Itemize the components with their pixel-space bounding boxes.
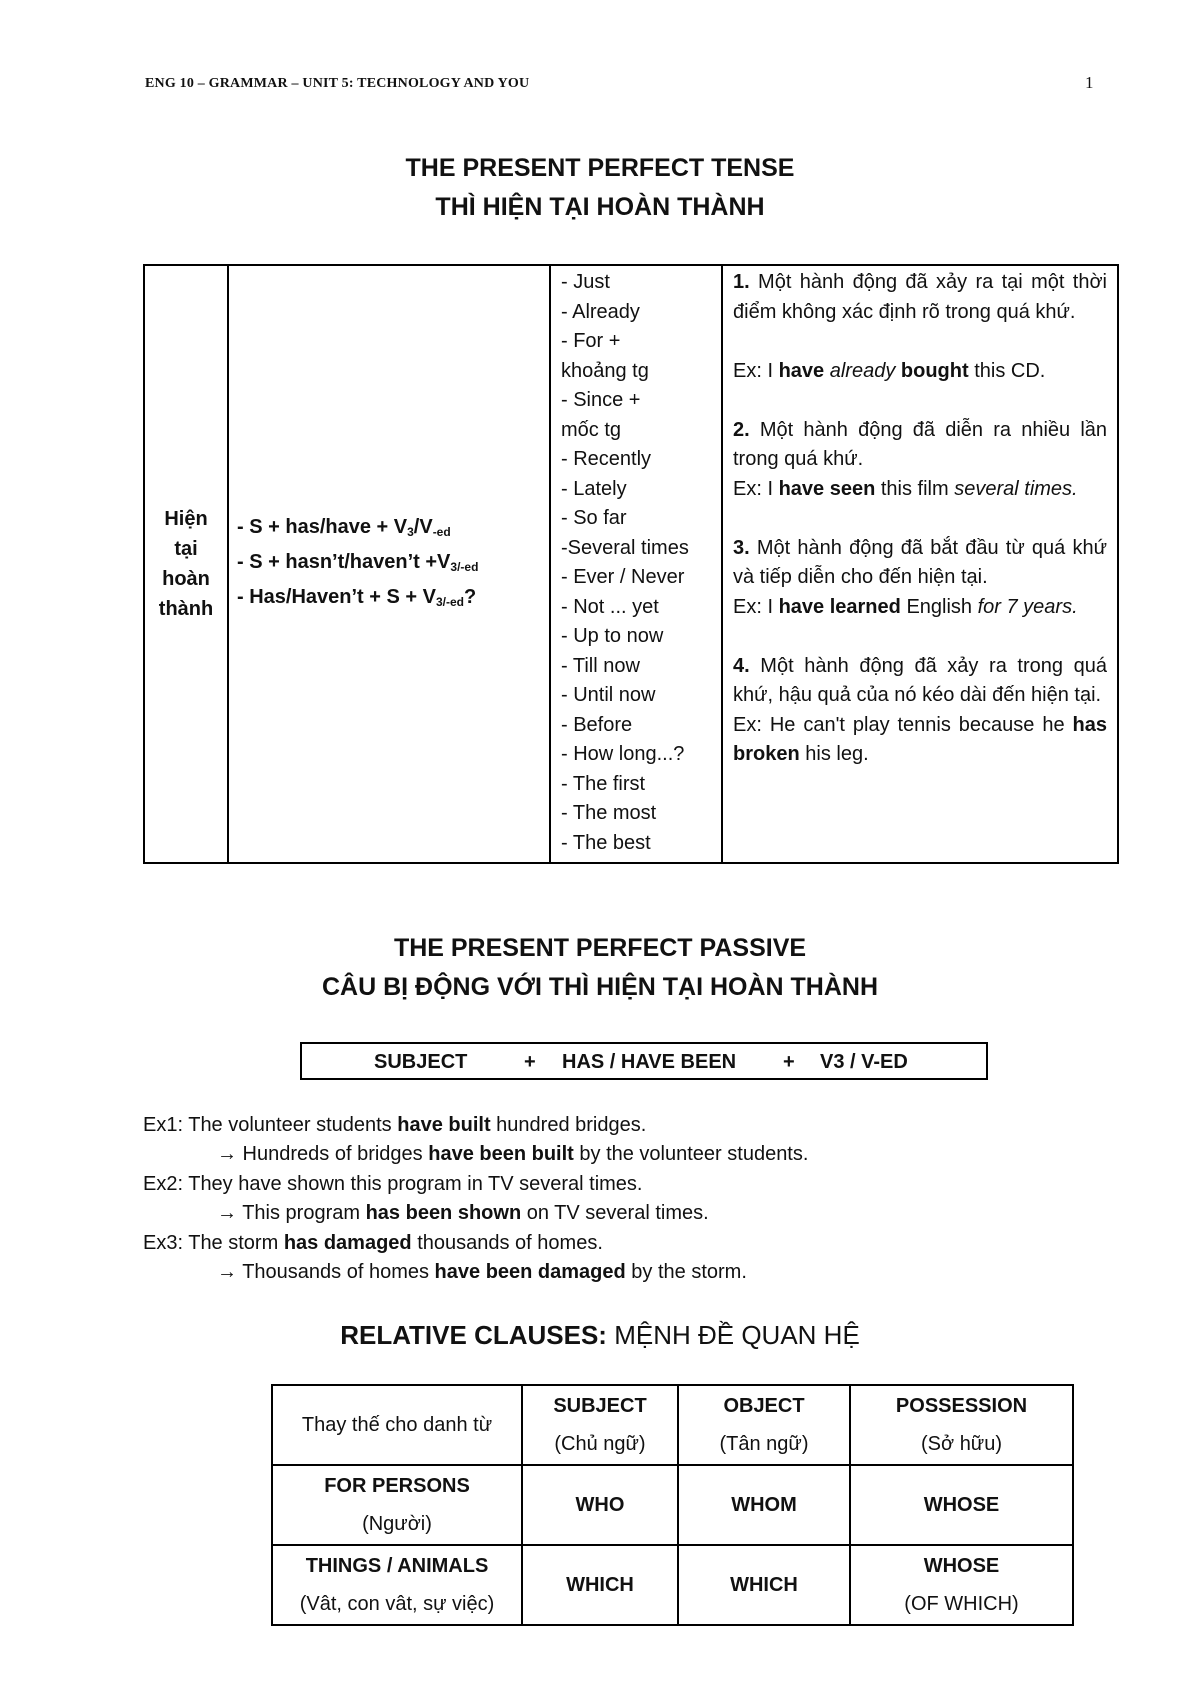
header-subject: SUBJECT (Chủ ngữ) bbox=[522, 1385, 678, 1465]
section2-title-en: THE PRESENT PERFECT PASSIVE bbox=[393, 934, 807, 962]
cell-which-object: WHICH bbox=[678, 1545, 850, 1625]
passive-example-1-answer: → Hundreds of bridges have been built by the volunteer students. bbox=[217, 1143, 809, 1165]
tense-name-cell bbox=[144, 265, 228, 863]
usage-1-example: Ex: I have already bought this CD. bbox=[733, 359, 1046, 382]
relative-pronouns-table bbox=[271, 1384, 1074, 1626]
usage-2-example: Ex: I have seen this film several times. bbox=[733, 477, 1078, 500]
corner-cell: Thay thế cho danh từ bbox=[272, 1385, 522, 1465]
passive-example-2-answer: → This program has been shown on TV several times. bbox=[217, 1202, 709, 1224]
formula-aux: HAS / HAVE BEEN bbox=[562, 1051, 737, 1073]
signal-word: - Until now bbox=[561, 684, 656, 706]
structure-affirmative: - S + has/have + $V_3/V_{-ed}$ bbox=[237, 515, 451, 539]
signal-word: - Already bbox=[561, 300, 640, 323]
signal-word: - Before bbox=[561, 713, 633, 736]
usage-4-example: Ex: He can't play tennis because he has broken his leg. bbox=[733, 713, 1107, 765]
row-label-persons: FOR PERSONS (Người) bbox=[272, 1465, 522, 1545]
usage-2: 2. Một hành động đã diễn ra nhiều lần trong quá khứ. bbox=[733, 418, 1108, 470]
cell-who: WHO bbox=[522, 1465, 678, 1545]
cell-whose: WHOSE bbox=[850, 1465, 1073, 1545]
section1-title-en: THE PRESENT PERFECT TENSE bbox=[405, 154, 795, 182]
signal-word: -Several times bbox=[561, 536, 689, 559]
section1-title-vi: THÌ HIỆN TẠI HOÀN THÀNH bbox=[435, 193, 765, 221]
signal-word: mốc tg bbox=[561, 418, 622, 441]
passive-formula-box bbox=[300, 1042, 988, 1080]
section2-title-vi: CÂU BỊ ĐỘNG VỚI THÌ HIỆN TẠI HOÀN THÀNH bbox=[321, 973, 879, 1001]
tense-name-line: Hiện bbox=[164, 508, 208, 530]
usage-3: 3. Một hành động đã bắt đầu từ quá khứ và tiếp diễn cho đến hiện tại. bbox=[733, 536, 1107, 588]
passive-example-3-answer: → Thousands of homes have been damaged by the storm. bbox=[217, 1261, 747, 1283]
signal-word: - For + bbox=[561, 330, 621, 352]
signal-word: - Since + bbox=[561, 389, 641, 411]
signal-word: - So far bbox=[561, 507, 627, 529]
structure-question: - Has/Haven’t + $S + V_{3/-ed}$? bbox=[237, 585, 477, 609]
signal-word: - Up to now bbox=[561, 625, 664, 647]
signal-words-cell bbox=[550, 265, 722, 863]
cell-whom: WHOM bbox=[678, 1465, 850, 1545]
header-possession: POSSESSION (Sở hữu) bbox=[850, 1385, 1073, 1465]
signal-word: khoảng tg bbox=[561, 359, 649, 382]
cell-which-subject: WHICH bbox=[522, 1545, 678, 1625]
signal-word: - Not ... yet bbox=[561, 595, 659, 618]
signal-word: - Till now bbox=[561, 654, 640, 677]
present-perfect-table bbox=[143, 264, 1119, 864]
passive-example-2: Ex2: They have shown this program in TV several times. bbox=[143, 1173, 643, 1195]
signal-word: - Just bbox=[561, 271, 610, 293]
structure-cell bbox=[228, 265, 550, 863]
usage-1: 1. Một hành động đã xảy ra tại một thời điểm không xác định rõ trong quá khứ. bbox=[733, 271, 1107, 323]
signal-word: - Ever / Never bbox=[561, 566, 685, 588]
usage-4: 4. Một hành động đã xảy ra trong quá khứ, hậu quả của nó kéo dài đến hiện tại. bbox=[733, 654, 1107, 706]
formula-plus: + bbox=[524, 1051, 536, 1073]
signal-word: - The most bbox=[561, 802, 657, 824]
signal-word: - Lately bbox=[561, 477, 627, 500]
formula-subject: SUBJECT bbox=[374, 1051, 468, 1073]
passive-example-3: Ex3: The storm has damaged thousands of homes. bbox=[143, 1232, 603, 1254]
usage-3-example: Ex: I have learned English for 7 years. bbox=[733, 595, 1078, 618]
tense-name-line: thành bbox=[158, 598, 214, 620]
cell-whose-of-which: WHOSE (OF WHICH) bbox=[850, 1545, 1073, 1625]
formula-plus: + bbox=[783, 1051, 795, 1073]
usage-cell bbox=[722, 265, 1118, 863]
row-label-things: THINGS / ANIMALS (Vât, con vât, sự việc) bbox=[272, 1545, 522, 1625]
passive-example-1: Ex1: The volunteer students have built hundred bridges. bbox=[143, 1114, 647, 1136]
page-number: 1 bbox=[1085, 73, 1094, 92]
signal-word: - The best bbox=[561, 831, 651, 854]
section3-title: RELATIVE CLAUSES: MỆNH ĐỀ QUAN HỆ bbox=[340, 1320, 860, 1350]
running-header: ENG 10 – GRAMMAR – UNIT 5: TECHNOLOGY AND YOU bbox=[145, 76, 530, 91]
signal-word: - The first bbox=[561, 772, 646, 795]
tense-name-line: tại bbox=[174, 538, 198, 560]
signal-word: - Recently bbox=[561, 448, 652, 470]
tense-name-line: hoàn bbox=[162, 568, 210, 590]
signal-word: - How long...? bbox=[561, 743, 685, 765]
header-object: OBJECT (Tân ngữ) bbox=[678, 1385, 850, 1465]
structure-negative: - S + hasn’t/haven’t $+V_{3/-ed}$ bbox=[237, 550, 479, 574]
formula-verb: V3 / V-ED bbox=[820, 1051, 908, 1073]
